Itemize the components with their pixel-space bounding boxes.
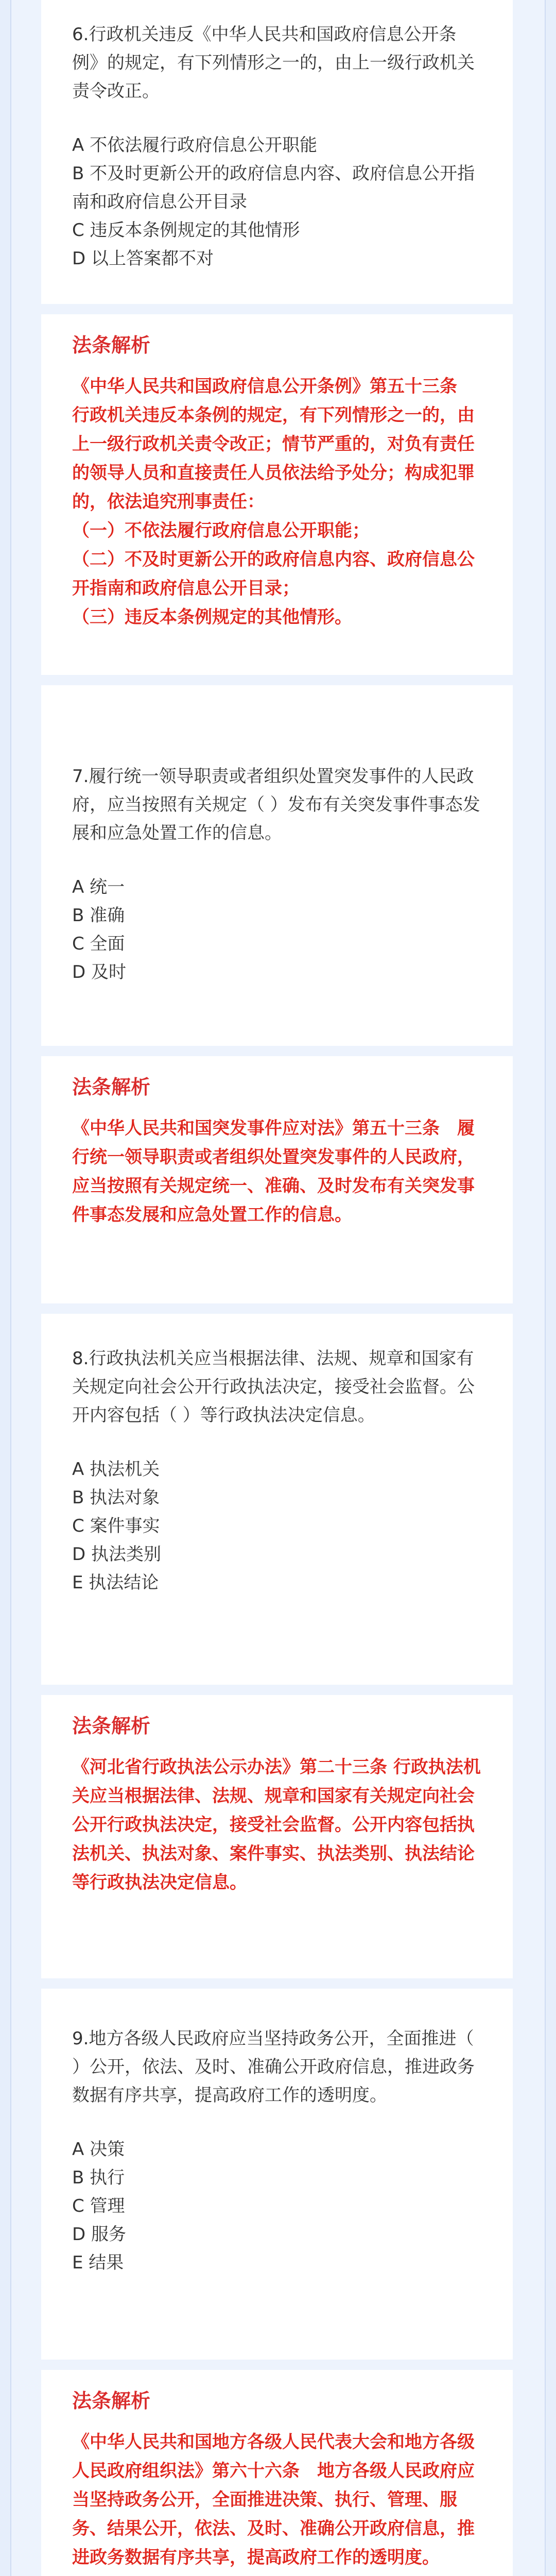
- option-d: D 服务: [72, 2224, 126, 2245]
- analysis-card-9: [41, 2370, 513, 2576]
- question-card-7: [41, 685, 513, 1046]
- question-text: 8.行政执法机关应当根据法律、法规、规章和国家有关规定向社会公开行政执法决定，接受社会监督。公开内容包括（ ）等行政执法决定信息。: [72, 1348, 475, 1426]
- option-b: B 执法对象: [72, 1487, 160, 1508]
- option-a: A 决策: [72, 2139, 125, 2160]
- option-c: C 案件事实: [72, 1516, 160, 1536]
- option-d: D 及时: [72, 962, 126, 982]
- question-card-8: [41, 1314, 513, 1685]
- question-text: 7.履行统一领导职责或者组织处置突发事件的人民政府，应当按照有关规定（ ）发布有关突发事件事态发展和应急处置工作的信息。: [72, 766, 480, 843]
- question-text: 9.地方各级人民政府应当坚持政务公开，全面推进（ ）公开，依法、及时、准确公开政府信息，推进政务数据有序共享，提高政府工作的透明度。: [72, 2028, 475, 2106]
- option-c: C 违反本条例规定的其他情形: [72, 220, 300, 241]
- analysis-card-8: [41, 1695, 513, 1978]
- question-card-9: [41, 1989, 513, 2360]
- question-text: 6.行政机关违反《中华人民共和国政府信息公开条例》的规定，有下列情形之一的，由上一级行政机关责令改正。: [72, 24, 475, 101]
- question-card-6: [41, 0, 513, 304]
- option-c: C 全面: [72, 934, 125, 954]
- analysis-heading: 法条解析: [72, 2389, 151, 2412]
- analysis-text: 《中华人民共和国突发事件应对法》第五十三条 履行统一领导职责或者组织处置突发事件的人民政府，应当按照有关规定统一、准确、及时发布有关突发事件事态发展和应急处置工作的信息。: [72, 1118, 475, 1225]
- analysis-item: （三）违反本条例规定的其他情形。: [72, 607, 352, 628]
- option-b: B 准确: [72, 905, 125, 926]
- option-a: A 执法机关: [72, 1459, 160, 1480]
- analysis-text: 《河北省行政执法公示办法》第二十三条 行政执法机关应当根据法律、法规、规章和国家有关规定向社会公开行政执法决定，接受社会监督。公开内容包括执法机关、执法对象、案件事实、执法类别、执法结论等行政执法决定信息。: [72, 1757, 481, 1893]
- analysis-item: （二）不及时更新公开的政府信息内容、政府信息公开指南和政府信息公开目录；: [72, 549, 475, 599]
- option-list: [72, 1455, 482, 1597]
- option-d: D 执法类别: [72, 1544, 161, 1565]
- page-background: [10, 0, 546, 2576]
- option-b: B 不及时更新公开的政府信息内容、政府信息公开指南和政府信息公开目录: [72, 163, 475, 212]
- analysis-heading: 法条解析: [72, 1715, 151, 1737]
- analysis-item: （一）不依法履行政府信息公开职能；: [72, 520, 370, 541]
- option-e: E 执法结论: [72, 1572, 159, 1593]
- option-a: A 不依法履行政府信息公开职能: [72, 135, 318, 156]
- option-d: D 以上答案都不对: [72, 248, 214, 269]
- analysis-card-6: [41, 314, 513, 675]
- option-c: C 管理: [72, 2196, 125, 2216]
- option-e: E 结果: [72, 2252, 124, 2273]
- analysis-heading: 法条解析: [72, 1076, 151, 1098]
- analysis-text: 《中华人民共和国政府信息公开条例》第五十三条 行政机关违反本条例的规定，有下列情形之一的，由上一级行政机关责令改正；情节严重的，对负有责任的领导人员和直接责任人员依法给予处分；构成犯罪的，依法追究刑事责任：: [72, 376, 475, 512]
- option-list: [72, 131, 482, 273]
- option-list: [72, 2136, 482, 2277]
- analysis-heading: 法条解析: [72, 334, 151, 357]
- analysis-card-7: [41, 1056, 513, 1303]
- option-list: [72, 873, 482, 987]
- option-b: B 执行: [72, 2167, 125, 2188]
- option-a: A 统一: [72, 877, 125, 897]
- analysis-text: 《中华人民共和国地方各级人民代表大会和地方各级人民政府组织法》第六十六条 地方各级人民政府应当坚持政务公开，全面推进决策、执行、管理、服务、结果公开，依法、及时、准确公开政府信息，推进政务数据有序共享，提高政府工作的透明度。: [72, 2432, 475, 2568]
